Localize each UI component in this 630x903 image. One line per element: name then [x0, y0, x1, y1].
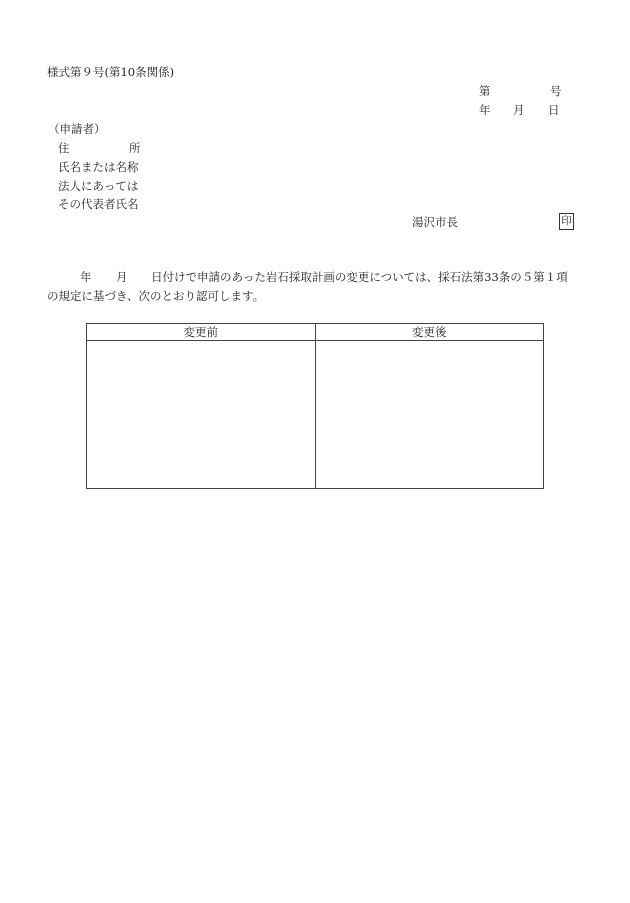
- applicant-heading: （申請者）: [48, 122, 106, 136]
- body-line2: の規定に基づき、次のとおり認可します。: [47, 289, 265, 303]
- table-row: [87, 341, 544, 489]
- address-label-2: 所: [129, 141, 141, 155]
- corporate-label: 法人にあっては: [58, 179, 139, 193]
- change-table: [86, 323, 544, 489]
- body-month: 月: [116, 270, 128, 284]
- representative-label: その代表者氏名: [58, 197, 139, 211]
- seal-mark: 印: [559, 213, 574, 230]
- table-header-row: [87, 324, 544, 341]
- date-year: 年: [479, 103, 491, 117]
- after-cell[interactable]: [315, 341, 544, 489]
- before-cell[interactable]: [87, 341, 316, 489]
- issuer-name: 湯沢市長: [412, 215, 458, 229]
- number-suffix: 号: [550, 84, 562, 98]
- name-label: 氏名または名称: [58, 160, 139, 174]
- form-title: 様式第９号(第10条関係): [47, 65, 175, 79]
- header-after: 変更後: [315, 324, 544, 341]
- number-prefix: 第: [479, 84, 491, 98]
- body-line1: 日付けで申請のあった岩石採取計画の変更については、採石法第33条の５第１項: [151, 270, 568, 284]
- body-year: 年: [80, 270, 92, 284]
- address-label-1: 住: [58, 141, 70, 155]
- header-before: 変更前: [87, 324, 316, 341]
- date-day: 日: [548, 103, 560, 117]
- date-month: 月: [513, 103, 525, 117]
